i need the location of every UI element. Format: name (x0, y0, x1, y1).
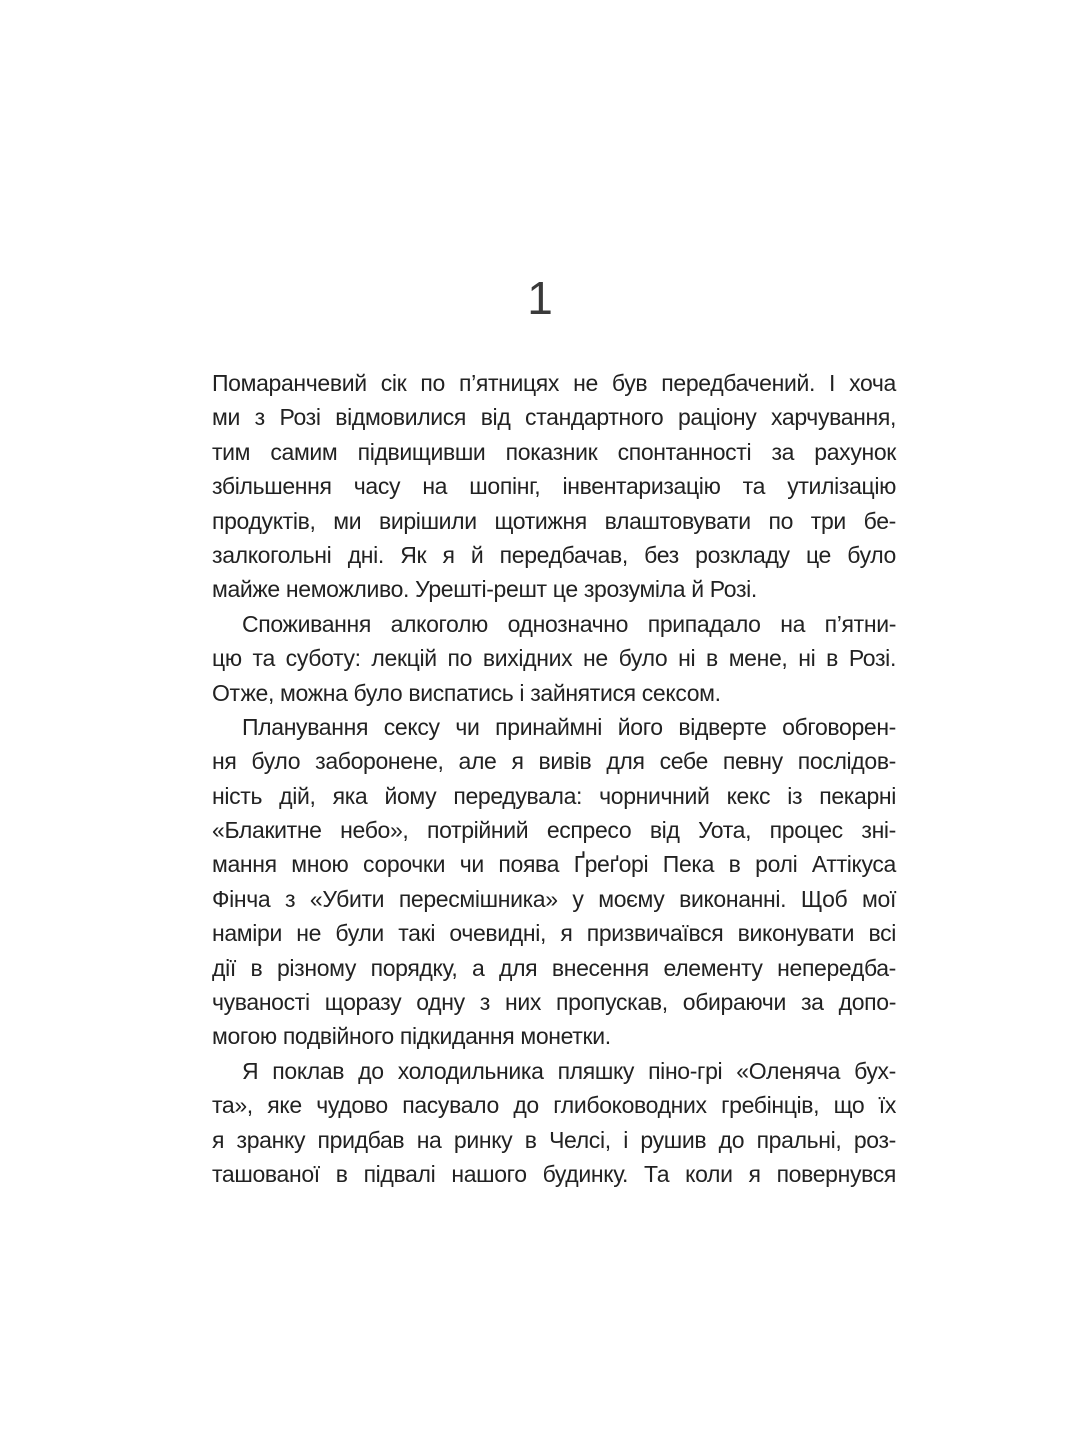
text-line: цю та суботу: лекцій по вихідних не було ні в мене, ні в Розі. (212, 645, 896, 672)
text-line: продуктів, ми вирішили щотижня влаштовувати по три бе- (212, 507, 896, 534)
text-line: наміри не були такі очевидні, я призвичаївся виконувати всі (212, 920, 896, 947)
body-text (212, 366, 896, 1191)
text-line: ня було заборонене, але я вивів для себе певну послідов- (212, 748, 896, 775)
chapter-number: 1 (527, 272, 553, 324)
text-line: мання мною сорочки чи поява Ґреґорі Пека в ролі Аттікуса (212, 851, 896, 878)
text-line: Споживання алкоголю однозначно припадало на п’ятни- (242, 610, 896, 637)
text-line: майже неможливо. Урешті-решт це зрозуміла й Розі. (212, 576, 757, 603)
text-line: дії в різному порядку, а для внесення елементу непередба- (212, 954, 896, 981)
paragraph (212, 1054, 896, 1192)
text-line: ність дій, яка йому передувала: чорничний кекс із пекарні (212, 782, 896, 809)
text-line: «Блакитне небо», потрійний еспресо від Уота, процес зні- (212, 817, 896, 844)
text-line: ми з Розі відмовилися від стандартного раціону харчування, (212, 404, 896, 431)
text-line: збільшення часу на шопінг, інвентаризацію та утилізацію (212, 473, 896, 500)
paragraph (212, 710, 896, 1054)
text-line: Я поклав до холодильника пляшку піно-грі «Оленяча бух- (242, 1057, 896, 1084)
text-line: Фінча з «Убити пересмішника» у моєму виконанні. Щоб мої (212, 885, 896, 912)
text-line: могою подвійного підкидання монетки. (212, 1023, 611, 1050)
text-line: Отже, можна було виспатись і зайнятися сексом. (212, 679, 721, 706)
text-line: та», яке чудово пасувало до глибоководних гребінців, що їх (212, 1092, 896, 1119)
text-line: я зранку придбав на ринку в Челсі, і рушив до пральні, роз- (212, 1126, 896, 1153)
paragraph (212, 366, 896, 607)
text-line: Помаранчевий сік по п’ятницях не був передбачений. І хоча (212, 370, 896, 396)
paragraph (212, 607, 896, 710)
text-line: залкогольні дні. Як я й передбачав, без розкладу це було (212, 541, 896, 568)
text-line: тим самим підвищивши показник спонтанності за рахунок (212, 438, 896, 465)
text-line: Планування сексу чи принаймні його відверте обговорен- (242, 713, 896, 740)
text-line: чуваності щоразу одну з них пропускав, обираючи за допо- (212, 989, 896, 1016)
text-line: ташованої в підвалі нашого будинку. Та коли я повернувся (212, 1160, 896, 1187)
